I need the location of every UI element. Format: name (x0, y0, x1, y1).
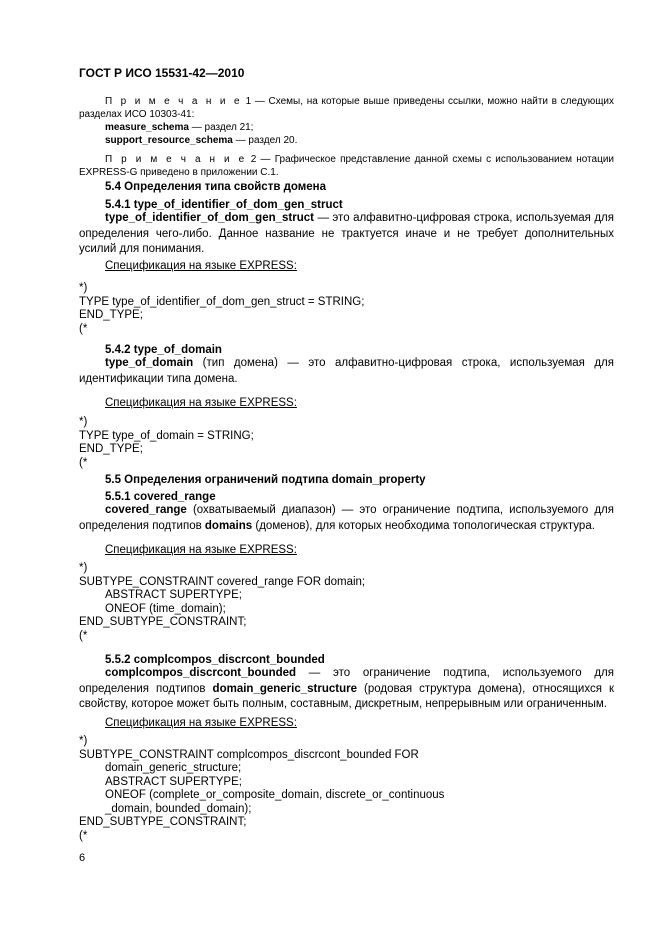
section-5-5-2-definition (79, 666, 614, 713)
code-line: END_SUBTYPE_CONSTRAINT; (79, 816, 247, 828)
section-5-4-heading: 5.4 Определения типа свойств домена (105, 181, 327, 193)
express-spec-label-4: Спецификация на языке EXPRESS: (105, 717, 297, 729)
code-line: SUBTYPE_CONSTRAINT covered_range FOR domain; (79, 575, 366, 588)
section-5-5-1-definition (79, 503, 614, 534)
section-5-4-2-definition (79, 356, 614, 387)
code-line: SUBTYPE_CONSTRAINT complcompos_discrcont_bounded FOR (79, 748, 419, 761)
code-line: *) (79, 282, 88, 294)
code-line: ABSTRACT SUPERTYPE; (105, 775, 242, 788)
section-5-5-2-text-a: — это ограничение подтипа, используемого для определения подтипов (79, 667, 614, 695)
term-type-of-domain: type_of_domain (105, 357, 194, 369)
note-1 (79, 95, 614, 121)
term-domain-generic-structure: domain_generic_structure (212, 682, 357, 695)
section-5-5-1-text-b: (доменов), для которых необходима топологическая структура. (252, 519, 595, 532)
section-5-4-1-heading: 5.4.1 type_of_identifier_of_dom_gen_struct (105, 199, 343, 211)
note-1-item-2-term: support_resource_schema (105, 135, 233, 146)
section-5-4-1-text: — это алфавитно-цифровая строка, используемая для определения чего-либо. Данное название не трактуется иначе и не требует дополнительных усилий для понимания. (79, 212, 614, 255)
code-line: (* (79, 829, 88, 842)
section-5-5-heading: 5.5 Определения ограничений подтипа domain_property (105, 474, 426, 486)
code-line: TYPE type_of_identifier_of_dom_gen_struct = STRING; (79, 295, 365, 308)
section-5-5-1-heading: 5.5.1 covered_range (105, 491, 216, 503)
code-line: _domain, bounded_domain); (105, 802, 252, 815)
note-1-item-1-rest: — раздел 21; (188, 122, 254, 133)
code-line: TYPE type_of_domain = STRING; (79, 429, 254, 442)
term-type-of-identifier: type_of_identifier_of_dom_gen_struct (105, 212, 314, 224)
note-1-item-2 (105, 134, 297, 147)
code-line: (* (79, 456, 88, 469)
code-line: *) (79, 562, 88, 574)
note-1-text: 1 — Схемы, на которые выше приведены ссылки, можно найти в следующих разделах ИСО 10303-41: (79, 96, 615, 120)
section-5-4-2-text: (тип домена) — это алфавитно-цифровая строка, используемая для идентификации типа домена. (79, 357, 614, 385)
note-2-text: 2 — Графическое представление данной схемы с использованием нотации EXPRESS-G приведено в приложении C.1. (79, 154, 614, 178)
express-spec-label-1: Спецификация на языке EXPRESS: (105, 260, 297, 272)
page-header: ГОСТ Р ИСО 15531-42—2010 (79, 66, 245, 80)
section-5-4-2-heading: 5.4.2 type_of_domain (105, 344, 222, 356)
note-1-label: П р и м е ч а н и е (105, 96, 242, 107)
express-code-block-4 (79, 735, 444, 843)
code-line: ABSTRACT SUPERTYPE; (105, 589, 242, 601)
code-line: ONEOF (time_domain); (105, 602, 226, 615)
section-5-5-2-heading: 5.5.2 complcompos_discrcont_bounded (105, 654, 325, 666)
section-5-4-1-definition (79, 211, 614, 258)
note-2-label: П р и м е ч а н и е (105, 154, 247, 165)
note-1-item-1 (105, 121, 253, 134)
note-1-item-2-rest: — раздел 20. (232, 135, 298, 146)
express-code-block-1 (79, 282, 364, 336)
term-complcompos: complcompos_discrcont_bounded (105, 667, 297, 679)
page-number: 6 (79, 852, 86, 864)
code-line: *) (79, 735, 88, 747)
term-domains: domains (204, 519, 253, 532)
term-covered-range: covered_range (105, 504, 187, 516)
express-code-block-2 (79, 416, 254, 470)
code-line: END_SUBTYPE_CONSTRAINT; (79, 616, 247, 628)
code-line: END_TYPE; (79, 309, 143, 321)
express-code-block-3 (79, 562, 365, 643)
code-line: *) (79, 416, 88, 428)
section-5-5-1-text-a: (охватываемый диапазон) — это ограничение подтипа, используемого для определения подтипов (79, 504, 614, 532)
code-line: domain_generic_structure; (105, 762, 242, 774)
note-2 (79, 153, 614, 179)
code-line: END_TYPE; (79, 443, 143, 455)
code-line: (* (79, 322, 88, 335)
note-1-item-1-term: measure_schema (105, 122, 189, 133)
express-spec-label-2: Спецификация на языке EXPRESS: (105, 397, 297, 409)
section-5-5-2-text-b: (родовая структура домена), относящихся к свойству, которое может быть полным, составным, дискретным, непрерывным или ограниченным. (79, 682, 614, 710)
code-line: (* (79, 629, 88, 642)
code-line: ONEOF (complete_or_composite_domain, discrete_or_continuous (105, 789, 445, 801)
express-spec-label-3: Спецификация на языке EXPRESS: (105, 544, 297, 556)
